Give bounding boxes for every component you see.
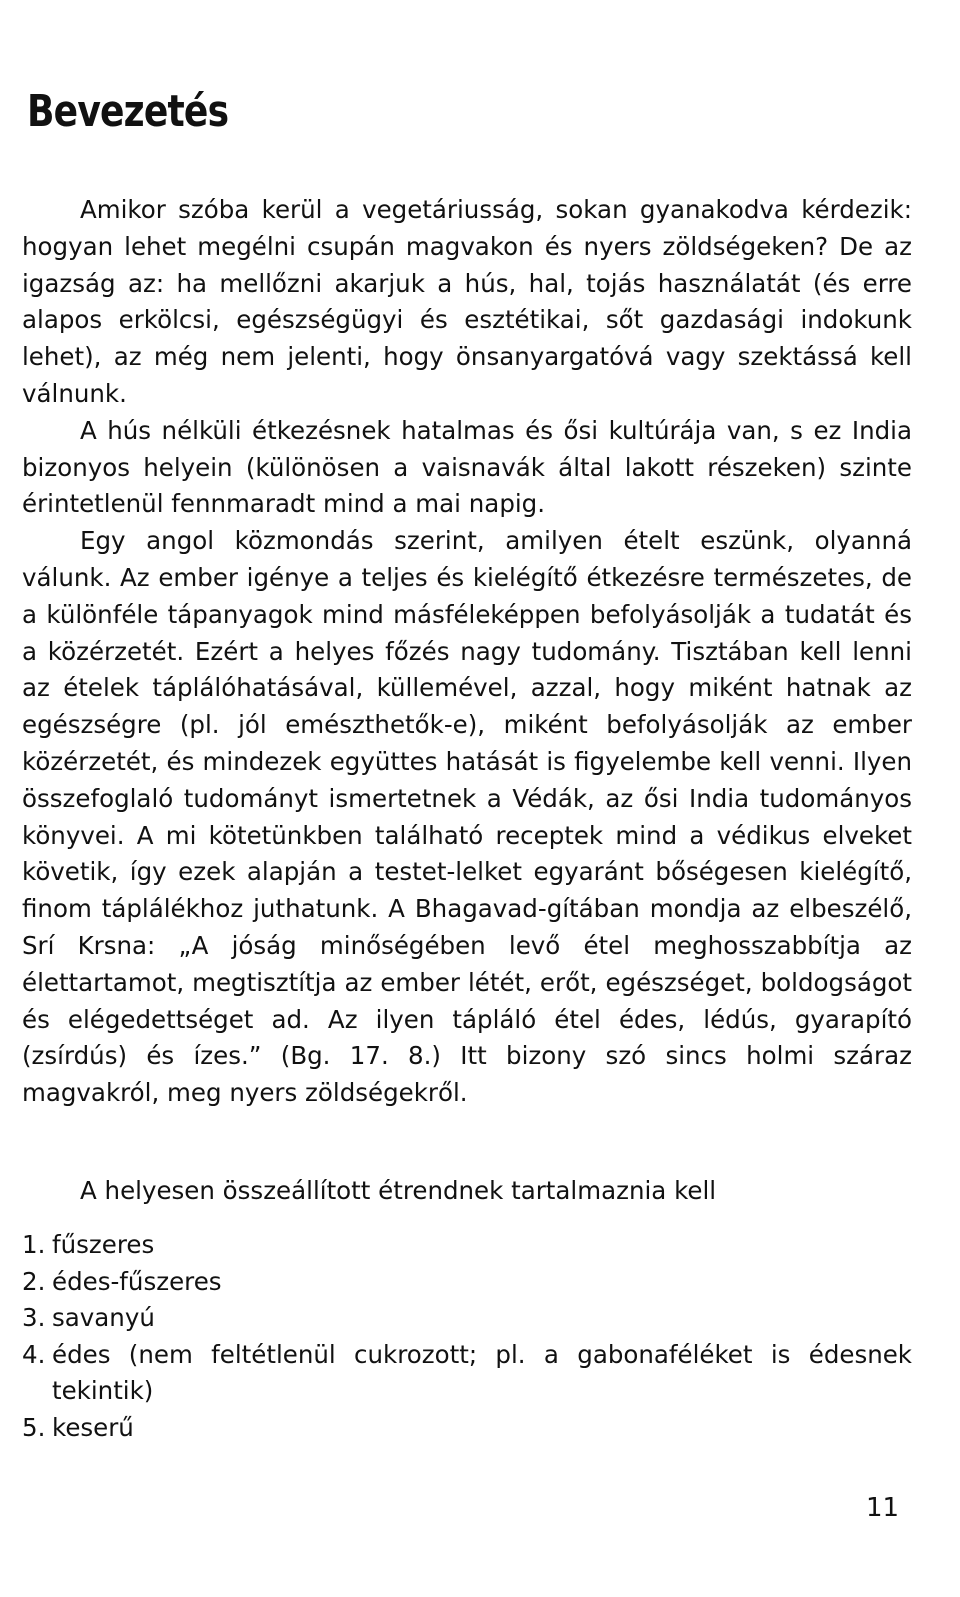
list-item-text: édes (nem feltétlenül cukrozott; pl. a gabonaféléket is édesnek tekintik) — [52, 1339, 912, 1405]
diet-list — [22, 1227, 912, 1446]
list-item-text: édes-fűszeres — [52, 1266, 222, 1296]
list-item-number: 2. — [22, 1266, 46, 1296]
list-item-number: 1. — [22, 1230, 46, 1259]
page-number: 11 — [866, 1493, 900, 1523]
chapter-title: Bevezetés — [27, 86, 229, 137]
chapter-body — [22, 192, 912, 1112]
paragraph-2: A hús nélküli étkezésnek hatalmas és ősi kultúrája van, s ez India bizonyos helyein (különösen a vaisnavák által lakott részeken) szinte érintetlenül fennmaradt mind a mai napig. — [22, 415, 912, 519]
list-item-text: savanyú — [52, 1303, 155, 1332]
list-item-number: 4. — [22, 1339, 46, 1369]
list-item-number: 3. — [22, 1303, 46, 1332]
list-item-text: fűszeres — [52, 1230, 155, 1259]
list-item — [22, 1337, 912, 1410]
list-item — [22, 1410, 912, 1447]
list-item — [22, 1264, 912, 1301]
paragraph-3: Egy angol közmondás szerint, amilyen ételt eszünk, olyanná válunk. Az ember igénye a teljes és kielégítő étkezésre természetes, de a különféle tápanyagok mind másféleképpen befolyásolják a tudatát és a közérzetét. Ezért a helyes főzés nagy tudomány. Tisztában kell lenni az ételek táplálóhatásával, küllemével, azzal, hogy miként hatnak az egészségre (pl. jól emészthetők-e), miként befolyásolják az ember közérzetét, és mindezek együttes hatását is figyelembe kell venni. Ilyen összefoglaló tudományt ismertetnek a Védák, az ősi India tudományos könyvei. A mi kötetünkben található receptek mind a védikus elveket követik, így ezek alapján a testet-lelket egyaránt bőségesen kielégítő, finom táplálékhoz juthatunk. A Bhagavad-gítában mondja az elbeszélő, Srí Krsna: „A jóság minőségében levő étel meghosszabbítja az élettartamot, megtisztítja az ember létét, erőt, egészséget, boldogságot és elégedettséget ad. Az ilyen tápláló étel édes, lédús, gyarapító (zsírdús) és ízes.” (Bg. 17. 8.) Itt bizony szó sincs holmi száraz magvakról, meg nyers zöldségekről. — [22, 526, 912, 1108]
list-item-number: 5. — [22, 1412, 46, 1442]
list-intro: A helyesen összeállított étrendnek tartalmaznia kell — [80, 1176, 717, 1205]
list-item — [22, 1300, 912, 1337]
list-item — [22, 1227, 912, 1264]
list-item-text: keserű — [52, 1412, 134, 1442]
paragraph-1: Amikor szóba kerül a vegetáriusság, sokan gyanakodva kérdezik: hogyan lehet megélni csupán magvakon és nyers zöldségeken? De az igazság az: ha mellőzni akarjuk a hús, hal, tojás használatát (és erre alapos erkölcsi, egészségügyi és esztétikai, sőt gazdasági indokunk lehet), az még nem jelenti, hogy önsanyargatóvá vagy szektássá kell válnunk. — [22, 195, 912, 408]
